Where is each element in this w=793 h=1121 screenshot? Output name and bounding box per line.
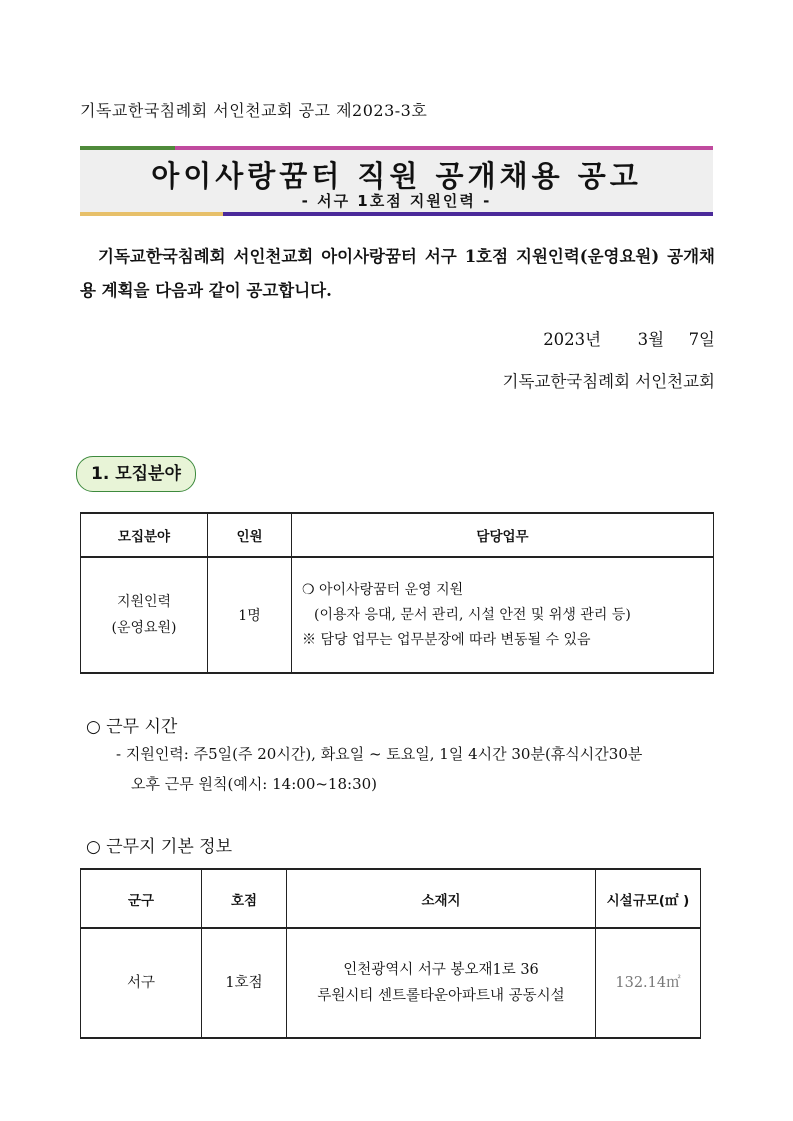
duty-line1: ❍ 아이사랑꿈터 운영 지원 <box>302 581 464 598</box>
address-line2: 루원시티 센트롤타운아파트내 공동시설 <box>317 988 565 1004</box>
address-cell <box>287 928 596 1038</box>
title-banner <box>80 146 713 218</box>
notice-date <box>543 326 715 350</box>
section-heading-recruit-field: 1. 모집분야 <box>76 456 196 492</box>
site-table-header <box>81 869 701 928</box>
recruit-table-header <box>81 513 714 557</box>
count-cell: 1명 <box>208 557 292 673</box>
district-cell: 서구 <box>81 928 202 1038</box>
duty-cell <box>292 557 714 673</box>
title-bar-yellow <box>80 212 223 216</box>
date-year: 2023년 <box>543 330 602 349</box>
header-district: 군구 <box>81 869 202 928</box>
recruit-table <box>80 512 714 674</box>
address-line1: 인천광역시 서구 봉오재1로 36 <box>343 962 539 978</box>
work-time-line1: - 지원인력: 주5일(주 20시간), 화요일 ~ 토요일, 1일 4시간 30분(휴식시간30분 <box>116 745 643 763</box>
page-subtitle: - 서구 1호점 지원인력 - <box>301 192 492 210</box>
site-table <box>80 868 701 1039</box>
branch-cell: 1호점 <box>202 928 287 1038</box>
header-field: 모집분야 <box>81 513 208 557</box>
table-row <box>81 557 714 673</box>
intro-paragraph: 기독교한국침례회 서인천교회 아이사랑꿈터 서구 1호점 지원인력(운영요원) 공개채용 계획을 다음과 같이 공고합니다. <box>80 247 715 300</box>
work-time-heading: ○ 근무 시간 <box>86 717 178 737</box>
header-size: 시설규모(㎡ ) <box>596 869 701 928</box>
site-info-heading: ○ 근무지 기본 정보 <box>86 837 232 857</box>
header-branch: 호점 <box>202 869 287 928</box>
field-line1: 지원인력 <box>116 594 172 610</box>
date-day: 7일 <box>688 330 715 349</box>
notice-number: 기독교한국침례회 서인천교회 공고 제2023-3호 <box>80 101 428 120</box>
organization-name: 기독교한국침례회 서인천교회 <box>502 372 715 391</box>
header-duty: 담당업무 <box>292 513 714 557</box>
header-address: 소재지 <box>287 869 596 928</box>
field-cell <box>81 557 208 673</box>
work-time-line2: 오후 근무 원칙(예시: 14:00~18:30) <box>131 775 378 793</box>
duty-line3: ※ 담당 업무는 업무분장에 따라 변동될 수 있음 <box>302 631 591 648</box>
table-row <box>81 928 701 1038</box>
date-month: 3월 <box>637 330 665 349</box>
title-bar-purple <box>223 212 713 216</box>
header-count: 인원 <box>208 513 292 557</box>
size-cell: 132.14㎡ <box>596 928 701 1038</box>
page-title: 아이사랑꿈터 직원 공개채용 공고 <box>151 159 642 193</box>
field-line2: (운영요원) <box>111 620 177 636</box>
duty-line2: (이용자 응대, 문서 관리, 시설 안전 및 위생 관리 등) <box>314 606 631 623</box>
